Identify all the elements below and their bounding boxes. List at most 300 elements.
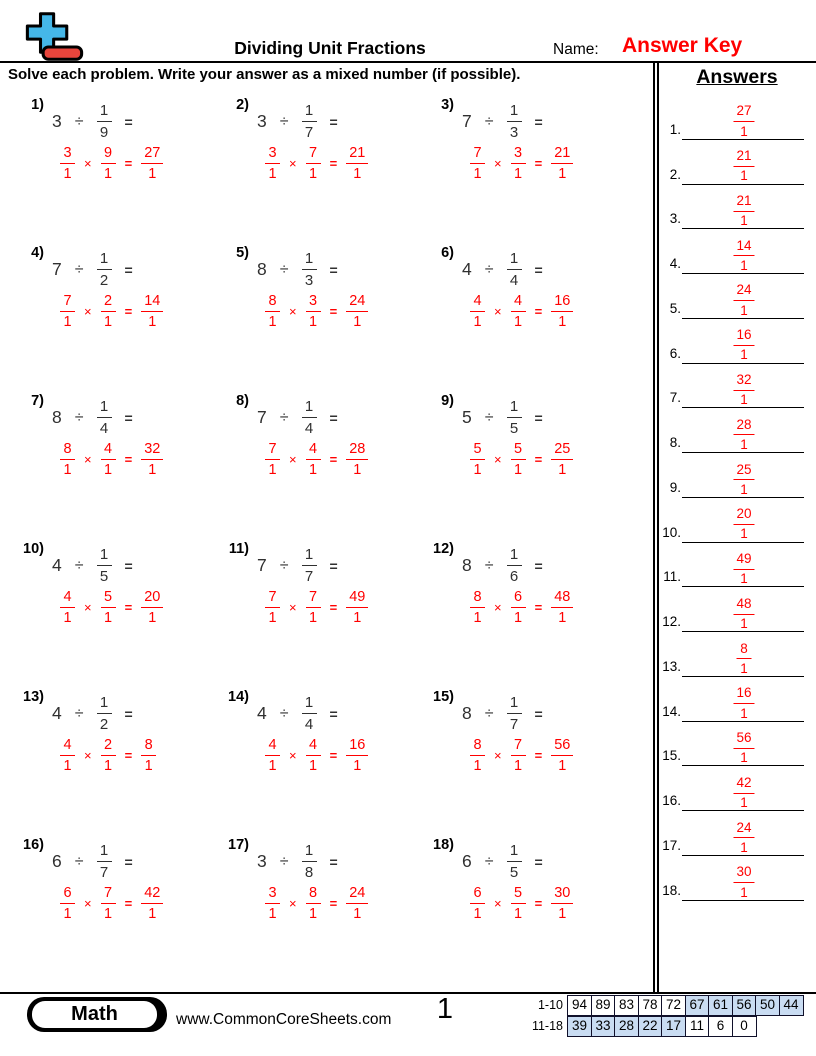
score-cell: 94 xyxy=(567,995,592,1016)
divisor-fraction xyxy=(507,547,522,585)
numerator: 5 xyxy=(511,886,526,905)
score-cell: 22 xyxy=(638,1016,663,1037)
answer-number: 3. xyxy=(669,211,681,227)
equals-sign: = xyxy=(534,748,543,764)
work-fraction-2 xyxy=(101,886,116,922)
divisor-fraction xyxy=(507,695,522,733)
work-fraction-1 xyxy=(470,294,485,330)
denominator: 1 xyxy=(514,757,523,774)
equals-sign: = xyxy=(124,452,133,468)
denominator: 1 xyxy=(473,313,482,330)
numerator: 9 xyxy=(101,146,116,165)
dividend: 8 xyxy=(257,259,267,280)
answer-number: 2. xyxy=(669,166,681,182)
problem-number: 6) xyxy=(441,245,454,261)
answer-number: 12. xyxy=(662,614,681,630)
denominator: 1 xyxy=(309,757,318,774)
divisor-fraction xyxy=(97,103,112,141)
denominator: 1 xyxy=(514,313,523,330)
result-fraction xyxy=(141,590,163,626)
solution-work xyxy=(470,590,629,626)
result-fraction xyxy=(141,146,163,182)
numerator: 8 xyxy=(306,886,321,905)
work-fraction-2 xyxy=(101,294,116,330)
numerator: 16 xyxy=(551,294,573,313)
work-fraction-2 xyxy=(101,590,116,626)
answer-number: 7. xyxy=(669,390,681,406)
divide-operator: ÷ xyxy=(74,852,84,870)
dividend: 8 xyxy=(52,407,62,428)
denominator: 1 xyxy=(558,757,567,774)
work-fraction-2 xyxy=(511,294,526,330)
numerator: 27 xyxy=(733,104,754,122)
problem xyxy=(424,245,629,393)
problem xyxy=(219,837,424,985)
work-fraction-2 xyxy=(511,442,526,478)
instruction-text: Solve each problem. Write your answer as a mixed number (if possible). xyxy=(8,66,521,83)
equals-sign: = xyxy=(329,452,338,468)
equals-sign: = xyxy=(534,853,543,870)
multiply-operator: × xyxy=(84,304,92,320)
work-fraction-1 xyxy=(265,294,280,330)
denominator: 1 xyxy=(268,757,277,774)
math-badge xyxy=(27,997,167,1032)
denominator: 1 xyxy=(740,257,748,273)
equals-sign: = xyxy=(124,748,133,764)
denominator: 1 xyxy=(63,609,72,626)
multiply-operator: × xyxy=(84,748,92,764)
denominator: 1 xyxy=(353,461,362,478)
numerator: 4 xyxy=(306,442,321,461)
divisor-denominator: 4 xyxy=(509,271,519,289)
dividend: 4 xyxy=(462,259,472,280)
solution-work xyxy=(265,886,424,922)
numerator: 5 xyxy=(511,442,526,461)
denominator: 1 xyxy=(104,461,113,478)
denominator: 1 xyxy=(740,436,748,452)
denominator: 1 xyxy=(740,168,748,184)
problems-grid xyxy=(14,97,654,985)
numerator: 6 xyxy=(511,590,526,609)
answer-row xyxy=(660,319,810,364)
answer-row xyxy=(660,453,810,498)
numerator: 20 xyxy=(733,507,754,525)
denominator: 1 xyxy=(740,571,748,587)
equals-sign: = xyxy=(124,261,133,278)
equals-sign: = xyxy=(534,156,543,172)
problem xyxy=(424,837,629,985)
denominator: 1 xyxy=(740,750,748,766)
problem-expression xyxy=(462,103,629,141)
denominator: 1 xyxy=(104,905,113,922)
equals-sign: = xyxy=(534,261,543,278)
score-cells xyxy=(567,1016,757,1037)
dividend: 3 xyxy=(52,111,62,132)
problem-expression xyxy=(462,695,629,733)
equals-sign: = xyxy=(124,896,133,912)
divisor-denominator: 5 xyxy=(99,567,109,585)
dividend: 4 xyxy=(52,555,62,576)
answer-fraction xyxy=(733,373,754,407)
denominator: 1 xyxy=(309,165,318,182)
solution-work xyxy=(265,590,424,626)
solution-work xyxy=(470,738,629,774)
divisor-denominator: 2 xyxy=(99,715,109,733)
denominator: 1 xyxy=(144,757,153,774)
problem-expression xyxy=(52,695,219,733)
numerator: 24 xyxy=(346,294,368,313)
divide-operator: ÷ xyxy=(484,112,494,130)
result-fraction xyxy=(346,738,368,774)
numerator: 2 xyxy=(101,738,116,757)
problem-number: 5) xyxy=(236,245,249,261)
divide-operator: ÷ xyxy=(74,556,84,574)
dividend: 5 xyxy=(462,407,472,428)
problem-number: 15) xyxy=(433,689,454,705)
divisor-denominator: 4 xyxy=(304,715,314,733)
answers-panel xyxy=(660,95,810,901)
answer-number: 11. xyxy=(663,569,681,585)
equals-sign: = xyxy=(124,304,133,320)
numerator: 49 xyxy=(346,590,368,609)
work-fraction-1 xyxy=(265,886,280,922)
denominator: 1 xyxy=(104,609,113,626)
numerator: 4 xyxy=(60,590,75,609)
problem xyxy=(424,689,629,837)
denominator: 1 xyxy=(148,905,157,922)
denominator: 1 xyxy=(353,609,362,626)
divisor-numerator: 1 xyxy=(302,547,317,566)
problem-expression xyxy=(52,103,219,141)
denominator: 1 xyxy=(268,313,277,330)
numerator: 48 xyxy=(733,597,754,615)
divide-operator: ÷ xyxy=(279,260,289,278)
numerator: 24 xyxy=(733,283,754,301)
result-fraction xyxy=(141,886,163,922)
dividend: 3 xyxy=(257,851,267,872)
equals-sign: = xyxy=(329,600,338,616)
problem-expression xyxy=(52,547,219,585)
solution-work xyxy=(60,590,219,626)
dividend: 3 xyxy=(257,111,267,132)
problem-number: 17) xyxy=(228,837,249,853)
dividend: 7 xyxy=(257,555,267,576)
result-fraction xyxy=(551,294,573,330)
numerator: 30 xyxy=(733,865,754,883)
work-fraction-2 xyxy=(101,442,116,478)
denominator: 1 xyxy=(473,461,482,478)
math-badge-pill xyxy=(32,1001,157,1028)
work-fraction-1 xyxy=(470,146,485,182)
multiply-operator: × xyxy=(494,600,502,616)
problem xyxy=(219,393,424,541)
equals-sign: = xyxy=(329,896,338,912)
divisor-numerator: 1 xyxy=(97,843,112,862)
denominator: 1 xyxy=(268,905,277,922)
answer-row xyxy=(660,677,810,722)
multiply-operator: × xyxy=(289,452,297,468)
equals-sign: = xyxy=(329,705,338,722)
score-cell: 67 xyxy=(685,995,710,1016)
problem xyxy=(424,393,629,541)
problem-number: 2) xyxy=(236,97,249,113)
divisor-fraction xyxy=(507,843,522,881)
denominator: 1 xyxy=(148,313,157,330)
denominator: 1 xyxy=(740,302,748,318)
numerator: 28 xyxy=(733,418,754,436)
equals-sign: = xyxy=(534,600,543,616)
numerator: 4 xyxy=(265,738,280,757)
divisor-denominator: 8 xyxy=(304,863,314,881)
numerator: 20 xyxy=(141,590,163,609)
page-number: 1 xyxy=(436,993,454,1025)
denominator: 1 xyxy=(63,905,72,922)
numerator: 32 xyxy=(733,373,754,391)
denominator: 1 xyxy=(104,165,113,182)
work-fraction-2 xyxy=(511,886,526,922)
equals-sign: = xyxy=(124,705,133,722)
denominator: 1 xyxy=(268,165,277,182)
numerator: 3 xyxy=(60,146,75,165)
denominator: 1 xyxy=(740,526,748,542)
equals-sign: = xyxy=(329,113,338,130)
problem-expression xyxy=(257,103,424,141)
answer-fraction xyxy=(733,597,754,631)
answer-fraction xyxy=(733,283,754,317)
divisor-denominator: 3 xyxy=(304,271,314,289)
divisor-denominator: 4 xyxy=(304,419,314,437)
denominator: 1 xyxy=(309,609,318,626)
divide-operator: ÷ xyxy=(279,408,289,426)
dividend: 6 xyxy=(52,851,62,872)
multiply-operator: × xyxy=(84,452,92,468)
work-fraction-2 xyxy=(306,590,321,626)
answer-row xyxy=(660,364,810,409)
numerator: 4 xyxy=(511,294,526,313)
multiply-operator: × xyxy=(494,156,502,172)
answer-row xyxy=(660,811,810,856)
solution-work xyxy=(60,886,219,922)
divide-operator: ÷ xyxy=(484,704,494,722)
numerator: 21 xyxy=(551,146,573,165)
multiply-operator: × xyxy=(494,896,502,912)
numerator: 7 xyxy=(265,590,280,609)
numerator: 27 xyxy=(141,146,163,165)
answer-number: 4. xyxy=(669,256,681,272)
equals-sign: = xyxy=(329,261,338,278)
divisor-numerator: 1 xyxy=(302,251,317,270)
answer-row xyxy=(660,632,810,677)
answer-number: 5. xyxy=(669,300,681,316)
work-fraction-2 xyxy=(306,886,321,922)
problem-number: 8) xyxy=(236,393,249,409)
result-fraction xyxy=(346,294,368,330)
problem-expression xyxy=(257,399,424,437)
solution-work xyxy=(60,294,219,330)
equals-sign: = xyxy=(534,452,543,468)
answer-fraction xyxy=(733,507,754,541)
divisor-fraction xyxy=(97,251,112,289)
equals-sign: = xyxy=(534,896,543,912)
problem-expression xyxy=(52,843,219,881)
problem xyxy=(14,541,219,689)
numerator: 42 xyxy=(141,886,163,905)
work-fraction-1 xyxy=(60,738,75,774)
denominator: 1 xyxy=(353,165,362,182)
denominator: 1 xyxy=(740,392,748,408)
divisor-denominator: 6 xyxy=(509,567,519,585)
divisor-fraction xyxy=(302,843,317,881)
problem-expression xyxy=(462,843,629,881)
answer-fraction xyxy=(733,104,754,138)
work-fraction-1 xyxy=(265,738,280,774)
numerator: 21 xyxy=(346,146,368,165)
numerator: 8 xyxy=(265,294,280,313)
divisor-fraction xyxy=(507,399,522,437)
denominator: 1 xyxy=(558,461,567,478)
solution-work xyxy=(265,146,424,182)
divisor-numerator: 1 xyxy=(97,547,112,566)
denominator: 1 xyxy=(473,757,482,774)
denominator: 1 xyxy=(309,313,318,330)
answer-fraction xyxy=(733,418,754,452)
divisor-denominator: 7 xyxy=(99,863,109,881)
minus-icon xyxy=(43,47,82,59)
multiply-operator: × xyxy=(84,156,92,172)
denominator: 1 xyxy=(514,609,523,626)
denominator: 1 xyxy=(309,461,318,478)
solution-work xyxy=(265,442,424,478)
numerator: 7 xyxy=(101,886,116,905)
numerator: 7 xyxy=(306,590,321,609)
problem-expression xyxy=(257,251,424,289)
score-cell: 0 xyxy=(732,1016,757,1037)
work-fraction-2 xyxy=(511,590,526,626)
solution-work xyxy=(470,146,629,182)
answer-fraction xyxy=(733,463,754,497)
numerator: 8 xyxy=(141,738,156,757)
answer-row xyxy=(660,498,810,543)
divide-operator: ÷ xyxy=(484,260,494,278)
denominator: 1 xyxy=(558,165,567,182)
divisor-numerator: 1 xyxy=(507,399,522,418)
divisor-fraction xyxy=(302,399,317,437)
answer-number: 14. xyxy=(662,703,681,719)
dividend: 4 xyxy=(52,703,62,724)
work-fraction-2 xyxy=(306,294,321,330)
result-fraction xyxy=(551,146,573,182)
divisor-numerator: 1 xyxy=(97,251,112,270)
equals-sign: = xyxy=(124,853,133,870)
denominator: 1 xyxy=(740,347,748,363)
numerator: 32 xyxy=(141,442,163,461)
problem-expression xyxy=(462,399,629,437)
work-fraction-1 xyxy=(265,442,280,478)
divisor-fraction xyxy=(302,103,317,141)
denominator: 1 xyxy=(268,609,277,626)
site-url: www.CommonCoreSheets.com xyxy=(176,1011,392,1028)
divisor-numerator: 1 xyxy=(507,695,522,714)
problem xyxy=(219,541,424,689)
denominator: 1 xyxy=(148,461,157,478)
divisor-numerator: 1 xyxy=(302,843,317,862)
result-fraction xyxy=(551,738,573,774)
numerator: 56 xyxy=(551,738,573,757)
divisor-numerator: 1 xyxy=(302,399,317,418)
work-fraction-1 xyxy=(470,738,485,774)
score-cell: 33 xyxy=(591,1016,616,1037)
numerator: 4 xyxy=(306,738,321,757)
numerator: 3 xyxy=(306,294,321,313)
result-fraction xyxy=(141,294,163,330)
denominator: 1 xyxy=(514,165,523,182)
numerator: 56 xyxy=(733,731,754,749)
numerator: 8 xyxy=(470,738,485,757)
answer-row xyxy=(660,140,810,185)
result-fraction xyxy=(141,442,163,478)
numerator: 5 xyxy=(101,590,116,609)
solution-work xyxy=(265,294,424,330)
divisor-fraction xyxy=(97,547,112,585)
denominator: 1 xyxy=(63,461,72,478)
work-fraction-2 xyxy=(306,442,321,478)
answer-fraction xyxy=(737,642,752,676)
denominator: 1 xyxy=(740,213,748,229)
numerator: 7 xyxy=(60,294,75,313)
numerator: 6 xyxy=(470,886,485,905)
answer-number: 6. xyxy=(669,345,681,361)
answer-row xyxy=(660,229,810,274)
work-fraction-2 xyxy=(101,146,116,182)
problem-number: 9) xyxy=(441,393,454,409)
work-fraction-1 xyxy=(265,146,280,182)
score-row xyxy=(527,1016,804,1037)
numerator: 2 xyxy=(101,294,116,313)
equals-sign: = xyxy=(329,304,338,320)
answer-key-label: Answer Key xyxy=(622,34,743,57)
problem xyxy=(219,245,424,393)
dividend: 8 xyxy=(462,555,472,576)
multiply-operator: × xyxy=(289,600,297,616)
answer-row xyxy=(660,587,810,632)
denominator: 1 xyxy=(148,609,157,626)
result-fraction xyxy=(346,146,368,182)
denominator: 1 xyxy=(558,313,567,330)
equals-sign: = xyxy=(534,557,543,574)
numerator: 6 xyxy=(60,886,75,905)
multiply-operator: × xyxy=(84,600,92,616)
numerator: 42 xyxy=(733,776,754,794)
denominator: 1 xyxy=(63,757,72,774)
denominator: 1 xyxy=(63,165,72,182)
problem xyxy=(424,541,629,689)
divisor-numerator: 1 xyxy=(302,695,317,714)
denominator: 1 xyxy=(309,905,318,922)
dividend: 7 xyxy=(52,259,62,280)
multiply-operator: × xyxy=(289,304,297,320)
score-cell: 44 xyxy=(779,995,804,1016)
answer-number: 16. xyxy=(662,793,681,809)
answer-number: 13. xyxy=(662,658,681,674)
denominator: 1 xyxy=(268,461,277,478)
numerator: 16 xyxy=(733,328,754,346)
divide-operator: ÷ xyxy=(74,260,84,278)
answer-row xyxy=(660,274,810,319)
answer-fraction xyxy=(733,686,754,720)
numerator: 16 xyxy=(346,738,368,757)
numerator: 4 xyxy=(470,294,485,313)
divisor-fraction xyxy=(507,103,522,141)
